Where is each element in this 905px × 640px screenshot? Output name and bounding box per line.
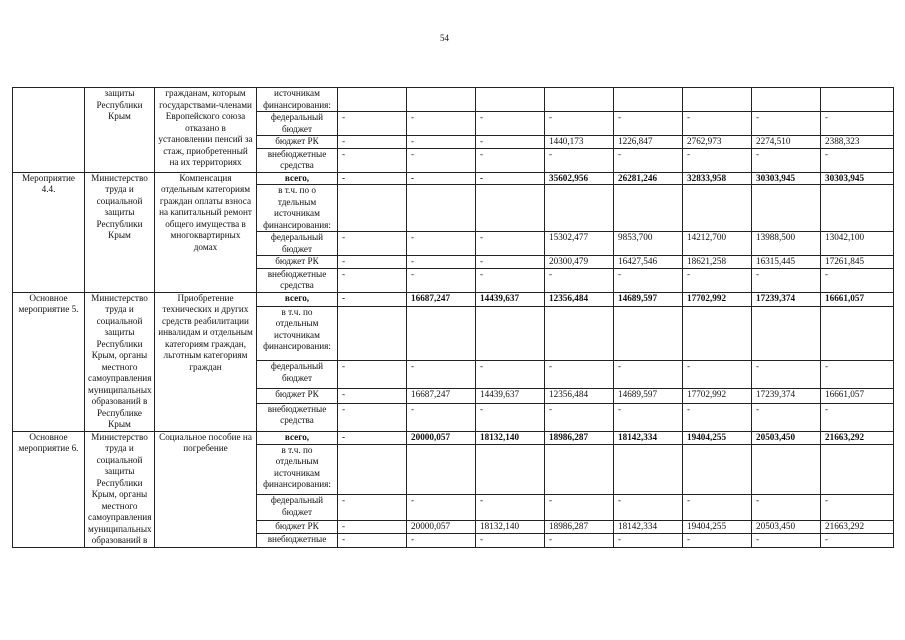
value-cell: 16661,057 xyxy=(821,389,894,403)
value-cell: 2274,510 xyxy=(752,136,821,149)
page-number: 54 xyxy=(440,33,449,43)
table-row xyxy=(13,431,894,444)
value-cell: 14439,637 xyxy=(476,292,545,306)
value-cell: - xyxy=(476,232,545,256)
value-cell xyxy=(476,88,545,112)
source-label: в т.ч. по о тдельным источникам финансирования: xyxy=(257,185,338,232)
value-cell: 19404,255 xyxy=(683,520,752,533)
value-cell: - xyxy=(545,361,614,389)
source-label: всего, xyxy=(257,172,338,185)
value-cell: 16315,445 xyxy=(752,256,821,269)
value-cell: - xyxy=(614,268,683,292)
value-cell: 20503,450 xyxy=(752,520,821,533)
value-cell xyxy=(407,185,476,232)
source-label: бюджет РК xyxy=(257,389,338,403)
value-cell xyxy=(821,444,894,494)
value-cell: - xyxy=(683,495,752,521)
value-cell: - xyxy=(476,172,545,185)
value-cell: 16687,247 xyxy=(407,389,476,403)
value-cell: - xyxy=(821,534,894,547)
value-cell xyxy=(407,444,476,494)
executor-cell: Министерство труда и социальной защиты Республики Крым, органы местного самоуправления муниципальных образований в xyxy=(85,431,155,547)
value-cell: 21663,292 xyxy=(821,431,894,444)
value-cell: - xyxy=(752,361,821,389)
event-cell: Мероприятие 4.4. xyxy=(13,172,85,292)
value-cell: - xyxy=(407,232,476,256)
value-cell: - xyxy=(338,520,407,533)
value-cell: - xyxy=(338,431,407,444)
value-cell: - xyxy=(683,268,752,292)
value-cell: - xyxy=(821,495,894,521)
value-cell: 1226,847 xyxy=(614,136,683,149)
value-cell: 17261,845 xyxy=(821,256,894,269)
value-cell: - xyxy=(476,534,545,547)
value-cell xyxy=(821,88,894,112)
value-cell: - xyxy=(683,112,752,136)
value-cell: 20300,479 xyxy=(545,256,614,269)
value-cell: 20000,057 xyxy=(407,431,476,444)
value-cell: - xyxy=(545,268,614,292)
value-cell: 9853,700 xyxy=(614,232,683,256)
value-cell: 16661,057 xyxy=(821,292,894,306)
value-cell xyxy=(614,444,683,494)
source-label: источникам финансирования: xyxy=(257,88,338,112)
value-cell: 35602,956 xyxy=(545,172,614,185)
value-cell: - xyxy=(545,534,614,547)
value-cell: - xyxy=(407,403,476,431)
value-cell xyxy=(683,444,752,494)
value-cell xyxy=(338,444,407,494)
value-cell: - xyxy=(338,112,407,136)
source-label: всего, xyxy=(257,431,338,444)
value-cell: 19404,255 xyxy=(683,431,752,444)
value-cell: - xyxy=(407,268,476,292)
value-cell: - xyxy=(476,361,545,389)
source-label: внебюджетные средства xyxy=(257,148,338,172)
value-cell xyxy=(476,444,545,494)
source-label: бюджет РК xyxy=(257,136,338,149)
value-cell xyxy=(476,185,545,232)
value-cell: 1440,173 xyxy=(545,136,614,149)
value-cell xyxy=(683,88,752,112)
value-cell xyxy=(407,306,476,360)
value-cell xyxy=(683,306,752,360)
value-cell: - xyxy=(338,495,407,521)
value-cell: - xyxy=(614,534,683,547)
value-cell xyxy=(614,88,683,112)
value-cell: - xyxy=(545,495,614,521)
value-cell: - xyxy=(338,172,407,185)
event-cell xyxy=(13,88,85,173)
value-cell: 13042,100 xyxy=(821,232,894,256)
value-cell xyxy=(752,88,821,112)
value-cell xyxy=(821,185,894,232)
value-cell: 16427,546 xyxy=(614,256,683,269)
executor-cell: Министерство труда и социальной защиты Республики Крым xyxy=(85,172,155,292)
value-cell: 18986,287 xyxy=(545,431,614,444)
value-cell: - xyxy=(821,112,894,136)
source-label: федеральный бюджет xyxy=(257,495,338,521)
source-label: внебюджетные средства xyxy=(257,268,338,292)
value-cell: - xyxy=(614,403,683,431)
value-cell: - xyxy=(614,112,683,136)
value-cell: 15302,477 xyxy=(545,232,614,256)
source-label: федеральный бюджет xyxy=(257,232,338,256)
table-row xyxy=(13,172,894,185)
value-cell: 21663,292 xyxy=(821,520,894,533)
value-cell xyxy=(545,185,614,232)
value-cell: 17702,992 xyxy=(683,389,752,403)
value-cell: - xyxy=(752,112,821,136)
value-cell xyxy=(545,444,614,494)
description-cell: гражданам, которым государствами-членами Европейского союза отказано в установлении пенсий за стаж, приобретенный на их территориях xyxy=(155,88,257,173)
value-cell: 30303,945 xyxy=(821,172,894,185)
value-cell: 14212,700 xyxy=(683,232,752,256)
value-cell: 17239,374 xyxy=(752,292,821,306)
value-cell: - xyxy=(545,148,614,172)
value-cell: 2762,973 xyxy=(683,136,752,149)
description-cell: Приобретение технических и других средств реабилитации инвалидам и отдельным категориям граждан, льготным категориям граждан xyxy=(155,292,257,431)
value-cell: - xyxy=(338,292,407,306)
value-cell: - xyxy=(821,361,894,389)
value-cell xyxy=(545,306,614,360)
source-label: в т.ч. по отдельным источникам финансирования: xyxy=(257,444,338,494)
value-cell: - xyxy=(476,268,545,292)
value-cell: - xyxy=(338,256,407,269)
value-cell: 14439,637 xyxy=(476,389,545,403)
value-cell: 20503,450 xyxy=(752,431,821,444)
value-cell: 18132,140 xyxy=(476,431,545,444)
value-cell: - xyxy=(338,403,407,431)
value-cell: 13988,500 xyxy=(752,232,821,256)
value-cell: - xyxy=(683,148,752,172)
value-cell: 17702,992 xyxy=(683,292,752,306)
value-cell: 18132,140 xyxy=(476,520,545,533)
value-cell: - xyxy=(338,148,407,172)
table-row xyxy=(13,292,894,306)
value-cell: - xyxy=(476,136,545,149)
value-cell: - xyxy=(407,495,476,521)
value-cell: - xyxy=(752,403,821,431)
value-cell: - xyxy=(338,268,407,292)
source-label: внебюджетные xyxy=(257,534,338,547)
value-cell: - xyxy=(476,112,545,136)
value-cell: 32833,958 xyxy=(683,172,752,185)
value-cell xyxy=(614,185,683,232)
value-cell: - xyxy=(338,534,407,547)
value-cell xyxy=(821,306,894,360)
value-cell: - xyxy=(338,232,407,256)
value-cell: - xyxy=(752,534,821,547)
value-cell: 20000,057 xyxy=(407,520,476,533)
value-cell: - xyxy=(821,403,894,431)
value-cell: - xyxy=(476,256,545,269)
description-cell: Компенсация отдельным категориям граждан оплаты взноса на капитальный ремонт общего имущества в многоквартирных домах xyxy=(155,172,257,292)
value-cell: 18142,334 xyxy=(614,431,683,444)
value-cell: - xyxy=(683,534,752,547)
value-cell: - xyxy=(821,268,894,292)
value-cell: - xyxy=(683,403,752,431)
value-cell: - xyxy=(407,112,476,136)
value-cell: - xyxy=(407,136,476,149)
value-cell xyxy=(407,88,476,112)
value-cell xyxy=(338,306,407,360)
value-cell: - xyxy=(407,256,476,269)
value-cell xyxy=(476,306,545,360)
value-cell xyxy=(338,185,407,232)
value-cell: - xyxy=(614,148,683,172)
value-cell: 2388,323 xyxy=(821,136,894,149)
value-cell xyxy=(545,88,614,112)
event-cell: Основное мероприятие 5. xyxy=(13,292,85,431)
value-cell: - xyxy=(407,361,476,389)
source-label: федеральный бюджет xyxy=(257,112,338,136)
value-cell: 26281,246 xyxy=(614,172,683,185)
value-cell: - xyxy=(476,148,545,172)
value-cell: - xyxy=(407,534,476,547)
value-cell: - xyxy=(614,495,683,521)
source-label: федеральный бюджет xyxy=(257,361,338,389)
value-cell: 16687,247 xyxy=(407,292,476,306)
value-cell: 18142,334 xyxy=(614,520,683,533)
value-cell: - xyxy=(476,403,545,431)
value-cell: - xyxy=(821,148,894,172)
value-cell: - xyxy=(476,495,545,521)
source-label: бюджет РК xyxy=(257,520,338,533)
value-cell: 30303,945 xyxy=(752,172,821,185)
table-row xyxy=(13,88,894,112)
value-cell xyxy=(752,444,821,494)
value-cell: - xyxy=(752,268,821,292)
value-cell: - xyxy=(752,148,821,172)
value-cell: 14689,597 xyxy=(614,292,683,306)
budget-table xyxy=(12,87,894,548)
value-cell xyxy=(614,306,683,360)
value-cell: 12356,484 xyxy=(545,292,614,306)
source-label: всего, xyxy=(257,292,338,306)
value-cell: - xyxy=(407,148,476,172)
value-cell: 18986,287 xyxy=(545,520,614,533)
value-cell: - xyxy=(545,403,614,431)
executor-cell: Министерство труда и социальной защиты Республики Крым, органы местного самоуправления муниципальных образований в Республике Крым xyxy=(85,292,155,431)
value-cell: 17239,374 xyxy=(752,389,821,403)
executor-cell: защиты Республики Крым xyxy=(85,88,155,173)
source-label: в т.ч. по отдельным источникам финансирования: xyxy=(257,306,338,360)
source-label: бюджет РК xyxy=(257,256,338,269)
value-cell: - xyxy=(545,112,614,136)
value-cell: - xyxy=(407,172,476,185)
value-cell xyxy=(752,185,821,232)
value-cell xyxy=(338,88,407,112)
value-cell xyxy=(683,185,752,232)
description-cell: Социальное пособие на погребение xyxy=(155,431,257,547)
value-cell: - xyxy=(614,361,683,389)
value-cell: - xyxy=(683,361,752,389)
event-cell: Основное мероприятие 6. xyxy=(13,431,85,547)
value-cell: 14689,597 xyxy=(614,389,683,403)
value-cell: - xyxy=(338,389,407,403)
value-cell: - xyxy=(338,136,407,149)
table-body xyxy=(13,88,894,548)
source-label: внебюджетные средства xyxy=(257,403,338,431)
value-cell: - xyxy=(338,361,407,389)
value-cell: - xyxy=(752,495,821,521)
value-cell: 18621,258 xyxy=(683,256,752,269)
value-cell xyxy=(752,306,821,360)
value-cell: 12356,484 xyxy=(545,389,614,403)
